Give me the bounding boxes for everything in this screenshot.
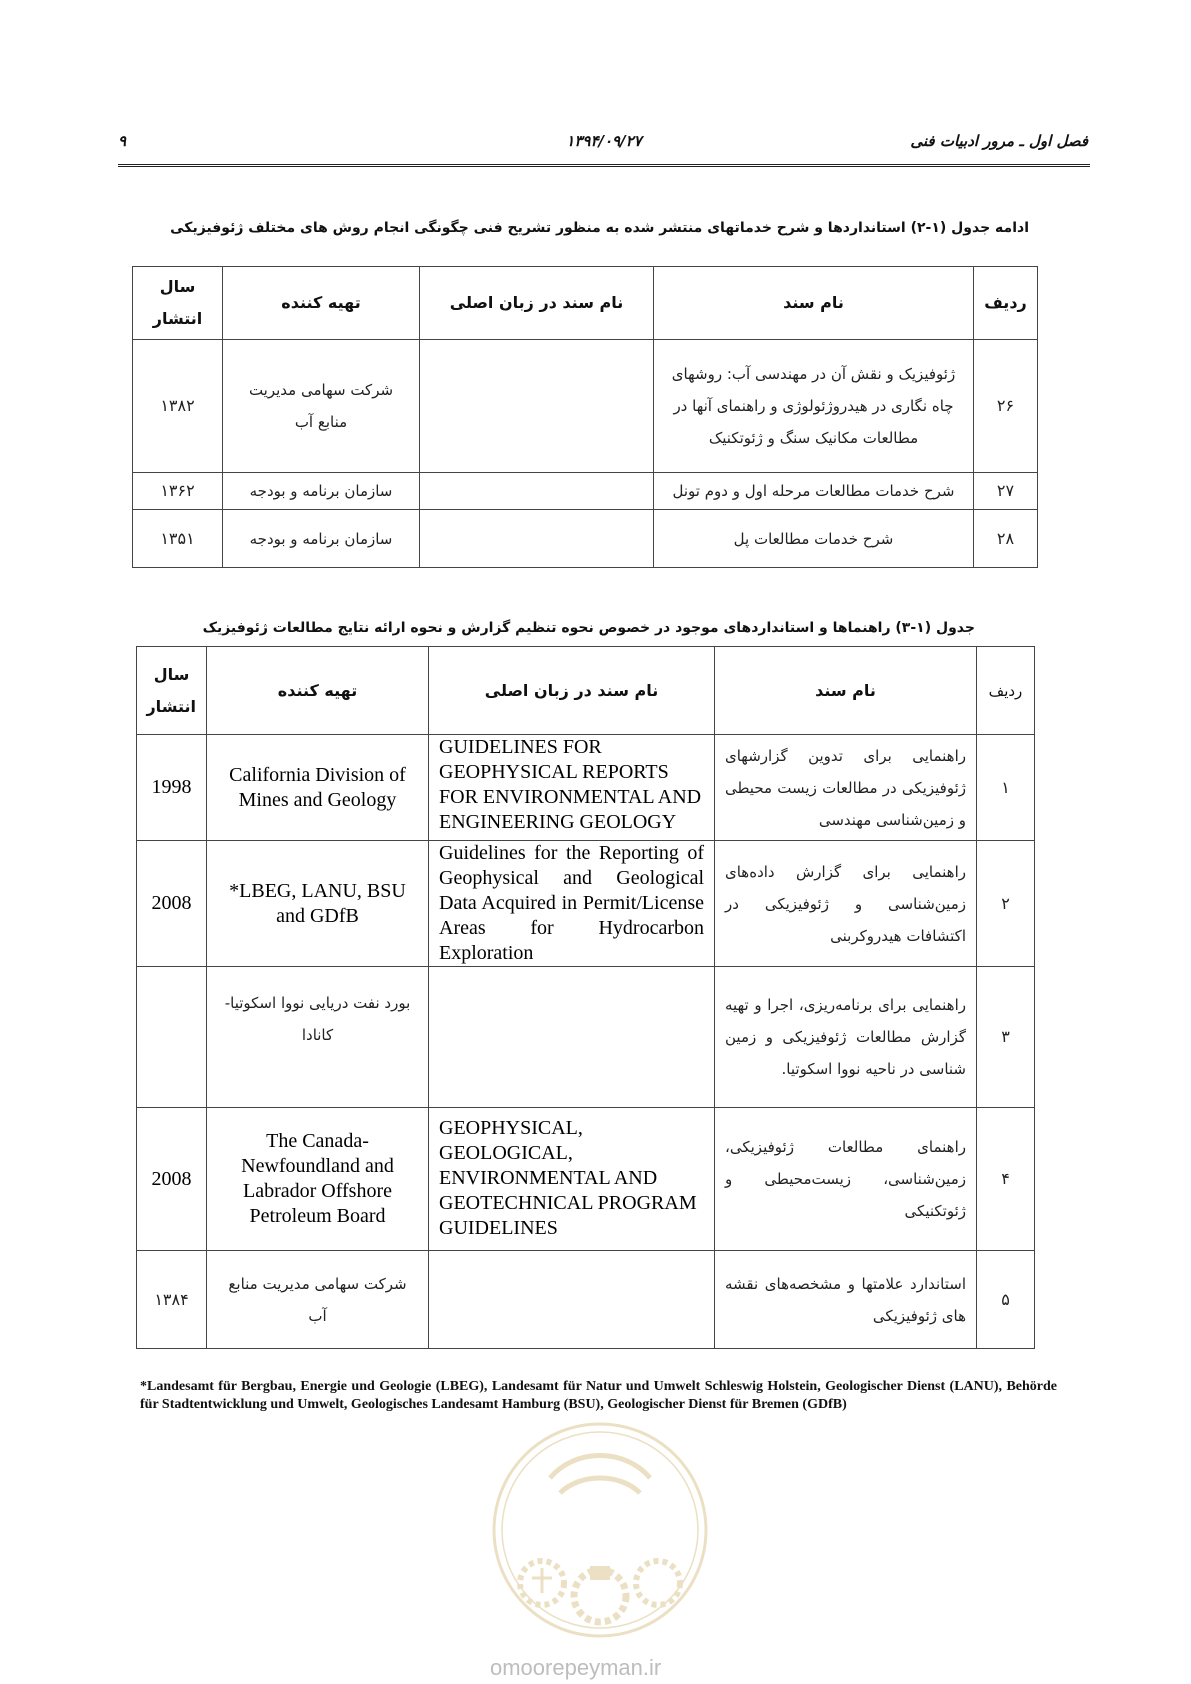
original-name xyxy=(420,473,654,510)
table2-caption: جدول (۱-۳) راهنماها و استانداردهای موجود در خصوص نحوه تنظیم گزارش و نحوه ارائه نتایج مطالعات ژئوفیزیک xyxy=(202,620,975,636)
row-number: ۲ xyxy=(977,841,1035,967)
original-name xyxy=(429,967,715,1108)
col-header-original: نام سند در زبان اصلی xyxy=(420,267,654,340)
publish-year: 2008 xyxy=(137,1108,207,1251)
table-row xyxy=(137,967,1035,1108)
publish-year: ۱۳۵۱ xyxy=(133,510,223,568)
chapter-title: فصل اول ـ مرور ادبیات فنی xyxy=(910,132,1088,150)
row-number: ۲۶ xyxy=(974,340,1038,473)
col-header-year: سال انتشار xyxy=(133,267,223,340)
publish-year: 1998 xyxy=(137,735,207,841)
original-name: Guidelines for the Reporting of Geophysical and Geological Data Acquired in Permit/License Areas for Hydrocarbon Exploration xyxy=(429,841,715,967)
original-name xyxy=(420,340,654,473)
document-name: راهنمایی برای برنامه‌ریزی، اجرا و تهیه گزارش مطالعات ژئوفیزیکی و زمین شناسی در ناحیه نووا اسکوتیا. xyxy=(715,967,977,1108)
document-name: راهنمایی برای گزارش داده‌های زمین‌شناسی و ژئوفیزیکی در اکتشافات هیدروکربنی xyxy=(715,841,977,967)
table-row xyxy=(137,735,1035,841)
row-number: ۱ xyxy=(977,735,1035,841)
table-row xyxy=(133,340,1038,473)
watermark-text: omoorepeyman.ir xyxy=(490,1655,662,1680)
col-header-row: ردیف xyxy=(977,647,1035,735)
table-row xyxy=(137,1108,1035,1251)
document-name: استاندارد علامتها و مشخصه‌های نقشه های ژئوفیزیکی xyxy=(715,1251,977,1349)
footnote: *Landesamt für Bergbau, Energie und Geologie (LBEG), Landesamt für Natur und Umwelt Schleswig Holstein, Geologischer Dienst (LANU), Behörde für Stadtentwicklung und Umwelt, Geologisches Landesamt Hamburg (BSU), Geologischer Dienst für Bremen (GDfB) xyxy=(140,1379,1057,1412)
document-name: راهنمای مطالعات ژئوفیزیکی، زمین‌شناسی، زیست‌محیطی و ژئوتکنیکی xyxy=(715,1108,977,1251)
col-header-row: ردیف xyxy=(974,267,1038,340)
publish-year: ۱۳۸۲ xyxy=(133,340,223,473)
row-number: ۲۸ xyxy=(974,510,1038,568)
header-date: ۱۳۹۴/۰۹/۲۷ xyxy=(566,132,642,150)
page-number: ۹ xyxy=(118,132,127,150)
col-header-name: نام سند xyxy=(654,267,974,340)
publisher: شرکت سهامی مدیریت منابع آب xyxy=(223,340,420,473)
table2 xyxy=(136,646,1035,1349)
table1 xyxy=(132,266,1038,568)
seal-logo-icon xyxy=(480,1418,720,1648)
publisher: سازمان برنامه و بودجه xyxy=(223,473,420,510)
publisher: The Canada-Newfoundland and Labrador Offshore Petroleum Board xyxy=(207,1108,429,1251)
publisher: California Division of Mines and Geology xyxy=(207,735,429,841)
table-row xyxy=(137,1251,1035,1349)
col-header-year: سال انتشار xyxy=(137,647,207,735)
publisher: بورد نفت دریایی نووا اسکوتیا- کانادا xyxy=(207,967,429,1108)
original-name xyxy=(429,735,715,841)
table-row xyxy=(137,841,1035,967)
publisher: سازمان برنامه و بودجه xyxy=(223,510,420,568)
publisher: شرکت سهامی مدیریت منابع آب xyxy=(207,1251,429,1349)
publish-year: 2008 xyxy=(137,841,207,967)
table-row xyxy=(133,473,1038,510)
row-number: ۴ xyxy=(977,1108,1035,1251)
document-name: راهنمایی برای تدوین گزارشهای ژئوفیزیکی در مطالعات زیست محیطی و زمین‌شناسی مهندسی xyxy=(715,735,977,841)
document-name: ژئوفیزیک و نقش آن در مهندسی آب: روشهای چاه نگاری در هیدروژئولوژی و راهنمای آنها در مطالعات مکانیک سنگ و ژئوتکنیک xyxy=(654,340,974,473)
publish-year: ۱۳۸۴ xyxy=(137,1251,207,1349)
original-name xyxy=(429,1251,715,1349)
col-header-publisher: تهیه کننده xyxy=(223,267,420,340)
col-header-original: نام سند در زبان اصلی xyxy=(429,647,715,735)
original-name-text: GUIDELINES FOR GEOPHYSICAL REPORTS FOR ENVIRONMENTAL AND ENGINEERING GEOLOGY xyxy=(439,736,702,833)
document-name: شرح خدمات مطالعات پل xyxy=(654,510,974,568)
row-number: ۲۷ xyxy=(974,473,1038,510)
col-header-publisher: تهیه کننده xyxy=(207,647,429,735)
document-name: شرح خدمات مطالعات مرحله اول و دوم تونل xyxy=(654,473,974,510)
row-number: ۵ xyxy=(977,1251,1035,1349)
publish-year: ۱۳۶۲ xyxy=(133,473,223,510)
publish-year xyxy=(137,967,207,1108)
page-header xyxy=(118,124,1090,167)
table2-header-row xyxy=(137,647,1035,735)
table-row xyxy=(133,510,1038,568)
col-header-name: نام سند xyxy=(715,647,977,735)
table1-caption: ادامه جدول (۱-۲) استانداردها و شرح خدماتهای منتشر شده به منظور تشریح فنی چگونگی انجام روش های مختلف ژئوفیزیکی xyxy=(170,220,1029,236)
original-name xyxy=(420,510,654,568)
publisher: *LBEG, LANU, BSU and GDfB xyxy=(207,841,429,967)
original-name: GEOPHYSICAL, GEOLOGICAL, ENVIRONMENTAL AND GEOTECHNICAL PROGRAM GUIDELINES xyxy=(429,1108,715,1251)
row-number: ۳ xyxy=(977,967,1035,1108)
table1-header-row xyxy=(133,267,1038,340)
